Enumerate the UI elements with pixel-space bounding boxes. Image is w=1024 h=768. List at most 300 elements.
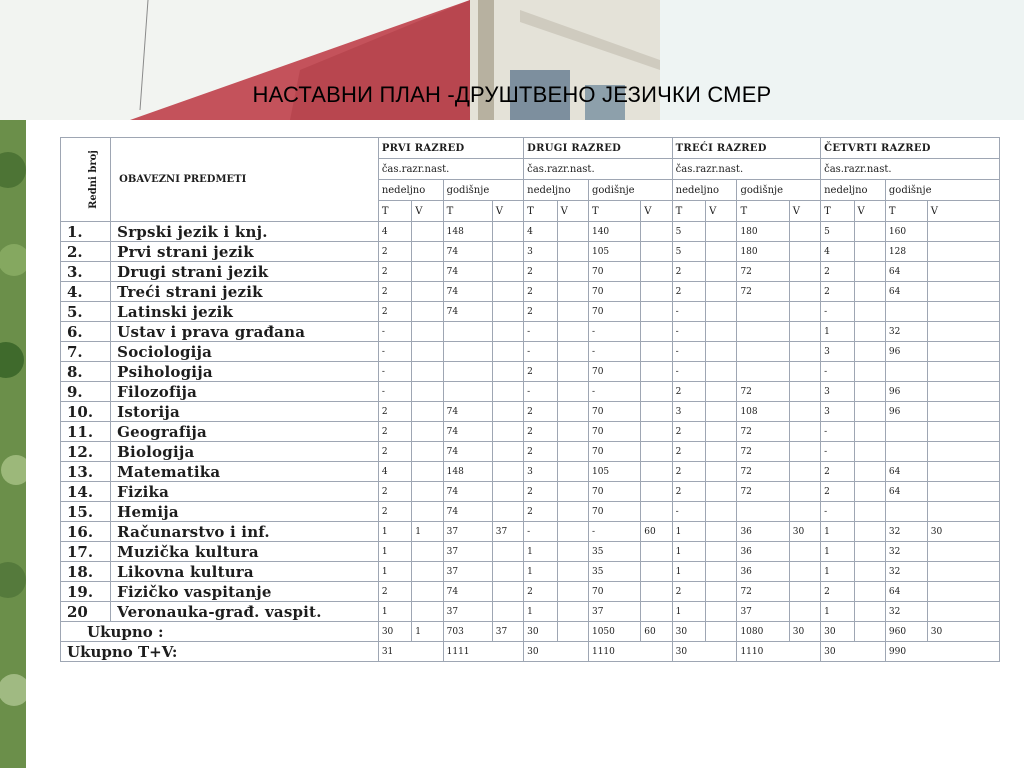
hours-cell: - — [524, 322, 557, 342]
hours-cell: 74 — [443, 482, 492, 502]
subject-name: Latinski jezik — [111, 302, 379, 322]
hours-cell — [641, 242, 672, 262]
hours-cell — [641, 582, 672, 602]
hours-cell — [885, 302, 927, 322]
row-number: 19. — [61, 582, 111, 602]
hours-cell: 72 — [737, 442, 789, 462]
godisnje-label: godišnje — [588, 180, 672, 201]
table-row — [61, 342, 1000, 362]
hours-cell — [706, 502, 737, 522]
hours-cell — [737, 322, 789, 342]
hours-cell — [927, 462, 999, 482]
hours-cell: 37 — [737, 602, 789, 622]
total-tv-cell: 990 — [885, 642, 999, 662]
hours-cell — [706, 462, 737, 482]
hours-cell — [927, 542, 999, 562]
t-column-header: T — [588, 201, 640, 222]
hours-cell: - — [524, 342, 557, 362]
table-row — [61, 442, 1000, 462]
hours-cell: 148 — [443, 222, 492, 242]
row-number: 16. — [61, 522, 111, 542]
t-column-header: T — [737, 201, 789, 222]
hours-cell: 2 — [378, 262, 411, 282]
hours-cell: - — [524, 522, 557, 542]
hours-cell: 1 — [821, 322, 854, 342]
hours-cell: 1 — [821, 522, 854, 542]
nedeljno-label: nedeljno — [821, 180, 886, 201]
hours-cell — [641, 482, 672, 502]
hours-cell: - — [672, 502, 705, 522]
hours-cell: 2 — [524, 282, 557, 302]
hours-cell — [641, 222, 672, 242]
hours-cell — [789, 602, 820, 622]
hours-cell: 2 — [672, 442, 705, 462]
hours-cell: 3 — [524, 242, 557, 262]
hours-cell: 2 — [524, 362, 557, 382]
hours-cell: - — [672, 362, 705, 382]
v-column-header: V — [854, 201, 885, 222]
hours-cell: 64 — [885, 282, 927, 302]
hours-cell: - — [378, 362, 411, 382]
row-number: 12. — [61, 442, 111, 462]
hours-cell: 1 — [672, 562, 705, 582]
hours-cell: 37 — [443, 562, 492, 582]
hours-cell — [412, 422, 443, 442]
hours-cell: 160 — [885, 222, 927, 242]
hours-cell: 74 — [443, 242, 492, 262]
hours-cell: 2 — [524, 442, 557, 462]
hours-cell: 2 — [524, 482, 557, 502]
hours-cell: 1 — [821, 562, 854, 582]
table-row — [61, 542, 1000, 562]
hours-cell: 32 — [885, 522, 927, 542]
row-number: 13. — [61, 462, 111, 482]
v-column-header: V — [706, 201, 737, 222]
t-column-header: T — [821, 201, 854, 222]
page-title: НАСТАВНИ ПЛАН -ДРУШТВЕНО ЈЕЗИЧКИ СМЕР — [252, 82, 772, 107]
table-row — [61, 422, 1000, 442]
hours-cell — [443, 342, 492, 362]
hours-cell — [927, 582, 999, 602]
hours-cell: 180 — [737, 242, 789, 262]
total-cell: 703 — [443, 622, 492, 642]
hours-cell: 2 — [524, 302, 557, 322]
table-row — [61, 262, 1000, 282]
hours-cell — [412, 362, 443, 382]
hours-cell — [789, 382, 820, 402]
hours-cell — [641, 602, 672, 622]
subject-name: Biologija — [111, 442, 379, 462]
hours-cell — [492, 562, 523, 582]
v-column-header: V — [492, 201, 523, 222]
hours-cell: 2 — [821, 582, 854, 602]
hours-cell: - — [378, 382, 411, 402]
hours-cell: 180 — [737, 222, 789, 242]
hours-cell — [854, 582, 885, 602]
cas-label: čas.razr.nast. — [524, 159, 672, 180]
row-number: 7. — [61, 342, 111, 362]
hours-cell: 70 — [588, 582, 640, 602]
subject-name: Ustav i prava građana — [111, 322, 379, 342]
total-cell — [557, 622, 588, 642]
hours-cell — [641, 322, 672, 342]
hours-cell: 5 — [672, 222, 705, 242]
hours-cell — [557, 222, 588, 242]
hours-cell: 140 — [588, 222, 640, 242]
hours-cell — [412, 402, 443, 422]
hours-cell: 2 — [821, 462, 854, 482]
hours-cell — [927, 322, 999, 342]
grade-1-header: PRVI RAZRED — [378, 138, 523, 159]
hours-cell — [789, 222, 820, 242]
total-tv-cell: 1110 — [737, 642, 821, 662]
hours-cell — [412, 382, 443, 402]
v-column-header: V — [412, 201, 443, 222]
hours-cell: 30 — [927, 522, 999, 542]
total-cell: 1 — [412, 622, 443, 642]
hours-cell — [412, 482, 443, 502]
hours-cell — [854, 602, 885, 622]
hours-cell: - — [524, 382, 557, 402]
hours-cell — [885, 422, 927, 442]
hours-cell — [492, 602, 523, 622]
hours-cell: 64 — [885, 582, 927, 602]
hours-cell — [706, 362, 737, 382]
hours-cell — [885, 442, 927, 462]
hours-cell — [706, 262, 737, 282]
hours-cell: 1 — [524, 562, 557, 582]
hours-cell — [854, 242, 885, 262]
hours-cell: 2 — [672, 482, 705, 502]
hours-cell: 74 — [443, 442, 492, 462]
hours-cell — [789, 582, 820, 602]
total-cell: 30 — [789, 622, 820, 642]
hours-cell: 70 — [588, 262, 640, 282]
hours-cell: 3 — [524, 462, 557, 482]
subject-name: Istorija — [111, 402, 379, 422]
hours-cell: 2 — [524, 502, 557, 522]
subject-name: Likovna kultura — [111, 562, 379, 582]
hours-cell — [927, 482, 999, 502]
hours-cell: 32 — [885, 322, 927, 342]
hours-cell: 35 — [588, 542, 640, 562]
hours-cell: 70 — [588, 422, 640, 442]
hours-cell: 32 — [885, 602, 927, 622]
hours-cell: 2 — [378, 582, 411, 602]
hours-cell: 74 — [443, 402, 492, 422]
hours-cell — [789, 402, 820, 422]
hours-cell: 4 — [821, 242, 854, 262]
hours-cell — [737, 302, 789, 322]
total-cell: 30 — [821, 622, 854, 642]
hours-cell: 3 — [672, 402, 705, 422]
total-tv-cell: 31 — [378, 642, 443, 662]
hours-cell — [557, 262, 588, 282]
hours-cell — [641, 422, 672, 442]
total-cell: 960 — [885, 622, 927, 642]
subject-name: Veronauka-građ. vaspit. — [111, 602, 379, 622]
nedeljno-label: nedeljno — [378, 180, 443, 201]
cas-label: čas.razr.nast. — [672, 159, 820, 180]
hours-cell — [492, 262, 523, 282]
hours-cell — [854, 282, 885, 302]
table-row — [61, 522, 1000, 542]
hours-cell — [641, 442, 672, 462]
hours-cell — [789, 442, 820, 462]
hours-cell — [557, 562, 588, 582]
hours-cell: 72 — [737, 422, 789, 442]
hours-cell: 2 — [524, 402, 557, 422]
hours-cell — [412, 322, 443, 342]
hours-cell: 1 — [378, 602, 411, 622]
hours-cell — [706, 402, 737, 422]
total-tv-cell: 30 — [821, 642, 886, 662]
godisnje-label: godišnje — [443, 180, 524, 201]
row-number: 3. — [61, 262, 111, 282]
hours-cell — [706, 222, 737, 242]
hours-cell: 36 — [737, 542, 789, 562]
hours-cell: 2 — [378, 282, 411, 302]
hours-cell — [706, 322, 737, 342]
hours-cell: 2 — [672, 382, 705, 402]
hours-cell — [854, 502, 885, 522]
hours-cell — [854, 442, 885, 462]
subject-name: Prvi strani jezik — [111, 242, 379, 262]
hours-cell: 105 — [588, 242, 640, 262]
hours-cell: 2 — [672, 462, 705, 482]
row-number: 4. — [61, 282, 111, 302]
hours-cell: - — [588, 322, 640, 342]
hours-cell: 64 — [885, 262, 927, 282]
t-column-header: T — [672, 201, 705, 222]
hours-cell: 1 — [672, 602, 705, 622]
hours-cell: 35 — [588, 562, 640, 582]
subject-name: Srpski jezik i knj. — [111, 222, 379, 242]
hours-cell: 74 — [443, 302, 492, 322]
hours-cell — [412, 582, 443, 602]
hours-cell: 70 — [588, 302, 640, 322]
hours-cell — [885, 502, 927, 522]
hours-cell — [557, 322, 588, 342]
hours-cell — [789, 422, 820, 442]
godisnje-label: godišnje — [885, 180, 999, 201]
hours-cell — [492, 502, 523, 522]
hours-cell: 74 — [443, 502, 492, 522]
hours-cell — [492, 282, 523, 302]
hours-cell — [789, 482, 820, 502]
hours-cell — [492, 222, 523, 242]
hours-cell — [443, 382, 492, 402]
hours-cell — [412, 262, 443, 282]
hours-cell — [557, 242, 588, 262]
hours-cell: 60 — [641, 522, 672, 542]
hours-cell — [854, 422, 885, 442]
hours-cell — [789, 542, 820, 562]
table-row — [61, 502, 1000, 522]
table-row — [61, 282, 1000, 302]
hours-cell: 2 — [672, 582, 705, 602]
hours-cell: 70 — [588, 282, 640, 302]
total-cell: 30 — [524, 622, 557, 642]
hours-cell: 74 — [443, 282, 492, 302]
hours-cell — [737, 342, 789, 362]
table-row — [61, 582, 1000, 602]
cas-label: čas.razr.nast. — [821, 159, 1000, 180]
hours-cell: 5 — [821, 222, 854, 242]
row-number: 1. — [61, 222, 111, 242]
total-tv-cell: 1111 — [443, 642, 524, 662]
row-number: 17. — [61, 542, 111, 562]
hours-cell: 70 — [588, 442, 640, 462]
hours-cell — [557, 462, 588, 482]
hours-cell: 148 — [443, 462, 492, 482]
total-cell: 1080 — [737, 622, 789, 642]
hours-cell — [412, 302, 443, 322]
hours-cell: 1 — [378, 542, 411, 562]
v-column-header: V — [641, 201, 672, 222]
hours-cell: 72 — [737, 462, 789, 482]
hours-cell: 3 — [821, 382, 854, 402]
hours-cell: 96 — [885, 402, 927, 422]
hours-cell — [854, 482, 885, 502]
subject-name: Muzička kultura — [111, 542, 379, 562]
hours-cell: 4 — [378, 222, 411, 242]
hours-cell: - — [821, 442, 854, 462]
hours-cell — [492, 542, 523, 562]
hours-cell: 37 — [492, 522, 523, 542]
hours-cell — [557, 442, 588, 462]
hours-cell — [706, 442, 737, 462]
t-column-header: T — [443, 201, 492, 222]
hours-cell — [737, 362, 789, 382]
hours-cell — [706, 602, 737, 622]
hours-cell: 32 — [885, 562, 927, 582]
hours-cell — [927, 262, 999, 282]
hours-cell — [789, 462, 820, 482]
hours-cell — [927, 422, 999, 442]
hours-cell — [492, 342, 523, 362]
hours-cell: - — [672, 302, 705, 322]
hours-cell: 70 — [588, 362, 640, 382]
hours-cell — [557, 542, 588, 562]
hours-cell — [854, 322, 885, 342]
hours-cell — [789, 502, 820, 522]
subject-name: Fizika — [111, 482, 379, 502]
table-row — [61, 382, 1000, 402]
hours-cell — [706, 422, 737, 442]
hours-cell — [492, 302, 523, 322]
hours-cell: 2 — [378, 482, 411, 502]
hours-cell — [854, 262, 885, 282]
hours-cell — [443, 362, 492, 382]
total-cell — [706, 622, 737, 642]
hours-cell — [706, 282, 737, 302]
hours-cell — [854, 382, 885, 402]
hours-cell: 2 — [821, 282, 854, 302]
hours-cell — [927, 562, 999, 582]
hours-cell — [412, 542, 443, 562]
hours-cell: 37 — [443, 522, 492, 542]
hours-cell: 37 — [443, 602, 492, 622]
hours-cell: 3 — [821, 342, 854, 362]
hours-cell — [641, 462, 672, 482]
hours-cell — [557, 502, 588, 522]
hours-cell — [557, 342, 588, 362]
hours-cell — [492, 322, 523, 342]
grade-3-header: TREĆI RAZRED — [672, 138, 820, 159]
hours-cell: 1 — [672, 542, 705, 562]
hours-cell — [927, 342, 999, 362]
hours-cell: 2 — [821, 482, 854, 502]
total-cell — [854, 622, 885, 642]
hours-cell — [789, 302, 820, 322]
hours-cell — [854, 362, 885, 382]
v-column-header: V — [789, 201, 820, 222]
row-number: 15. — [61, 502, 111, 522]
hours-cell — [641, 562, 672, 582]
hours-cell: - — [672, 322, 705, 342]
redni-broj-header: Redni broj — [61, 138, 111, 222]
hours-cell — [492, 482, 523, 502]
table-row — [61, 602, 1000, 622]
hours-cell: - — [378, 322, 411, 342]
total-tv-row — [61, 642, 1000, 662]
hours-cell: 72 — [737, 582, 789, 602]
hours-cell: 2 — [378, 302, 411, 322]
hours-cell — [443, 322, 492, 342]
total-tv-cell: 30 — [524, 642, 589, 662]
hours-cell — [789, 362, 820, 382]
table-row — [61, 562, 1000, 582]
hours-cell — [927, 402, 999, 422]
hours-cell: 32 — [885, 542, 927, 562]
table-row — [61, 222, 1000, 242]
total-cell: 30 — [378, 622, 411, 642]
hours-cell: - — [821, 422, 854, 442]
subject-name: Hemija — [111, 502, 379, 522]
hours-cell: 2 — [672, 282, 705, 302]
subject-name: Računarstvo i inf. — [111, 522, 379, 542]
hours-cell — [641, 302, 672, 322]
total-label: Ukupno : — [61, 622, 379, 642]
hours-cell: 1 — [524, 602, 557, 622]
hours-cell: 1 — [821, 542, 854, 562]
hours-cell: 1 — [821, 602, 854, 622]
hours-cell: 2 — [524, 262, 557, 282]
hours-cell — [412, 242, 443, 262]
hours-cell — [927, 362, 999, 382]
hours-cell: 37 — [588, 602, 640, 622]
hours-cell — [412, 282, 443, 302]
hours-cell: 4 — [524, 222, 557, 242]
hours-cell — [492, 462, 523, 482]
hours-cell — [412, 562, 443, 582]
subjects-header: OBAVEZNI PREDMETI — [111, 138, 379, 222]
hours-cell — [557, 482, 588, 502]
hours-cell: 2 — [378, 242, 411, 262]
subject-name: Matematika — [111, 462, 379, 482]
hours-cell — [641, 542, 672, 562]
hours-cell: - — [378, 342, 411, 362]
hours-cell — [789, 262, 820, 282]
t-column-header: T — [524, 201, 557, 222]
total-row — [61, 622, 1000, 642]
total-cell: 37 — [492, 622, 523, 642]
table-row — [61, 242, 1000, 262]
total-tv-cell: 30 — [672, 642, 737, 662]
hours-cell: 96 — [885, 342, 927, 362]
hours-cell — [927, 602, 999, 622]
